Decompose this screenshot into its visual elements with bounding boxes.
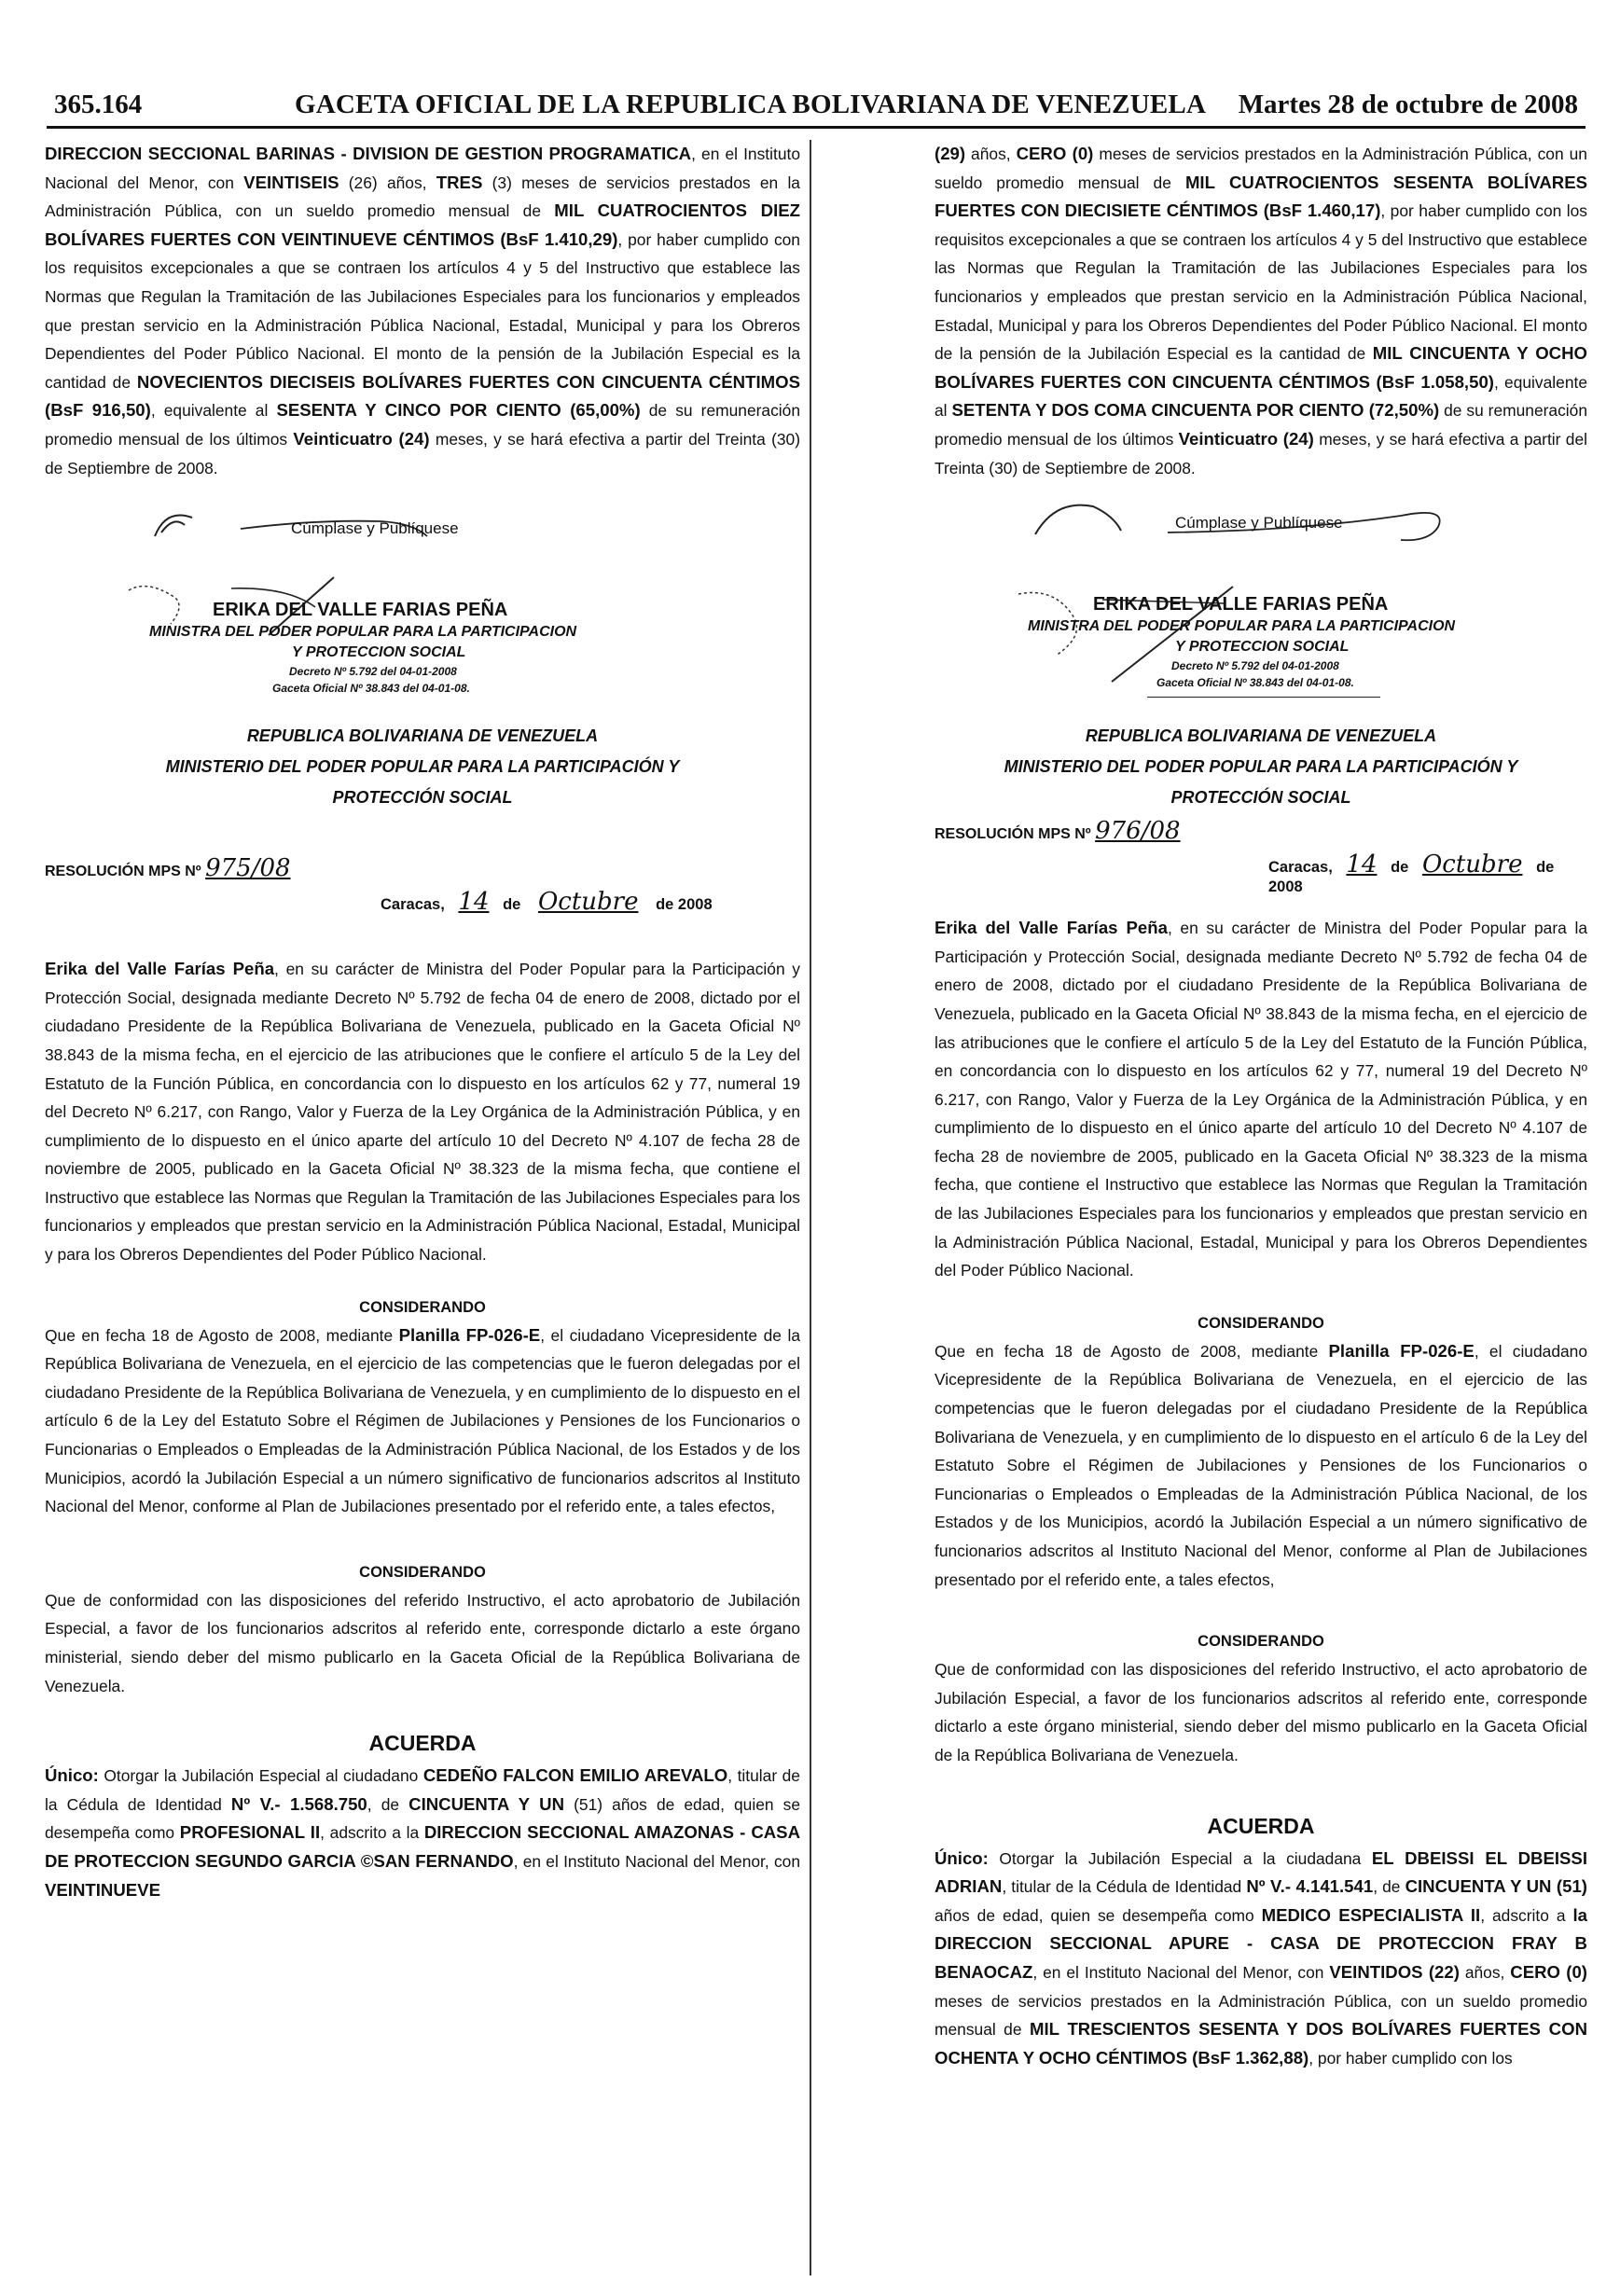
bold-text: CEDEÑO FALCON EMILIO AREVALO [422,1765,728,1786]
text: , en el Instituto Nacional del Menor, con [513,1851,800,1871]
bold-text: TRES [436,172,483,192]
day-handwritten: 14 [1346,851,1378,879]
right-column [935,140,1587,2072]
cumplase-block [45,482,800,566]
page-number: 365.164 [54,90,143,119]
minister-title-line-1: MINISTRA DEL PODER POPULAR PARA LA PARTICIPACION [1028,618,1456,635]
decree-reference: Decreto Nº 5.792 del 04-01-2008 [1171,659,1339,673]
considerando-heading-2: CONSIDERANDO [1198,1633,1324,1651]
republic-heading: REPUBLICA BOLIVARIANA DE VENEZUELA [1085,726,1437,746]
resolution-974-tail-paragraph [45,140,800,482]
text: Que en fecha 18 de Agosto de 2008, mediante [45,1325,399,1345]
text: , en el Instituto Nacional del Menor, con [1032,1962,1330,1982]
text: , equivalente al [150,401,277,421]
bold-text: Nº V.- 1.568.750 [230,1793,367,1814]
ministry-heading-line-2: PROTECCIÓN SOCIAL [1170,788,1351,808]
cumplase-block [935,482,1587,562]
text: Otorgar la Jubilación Especial al ciudadano [98,1766,423,1786]
bold-text: Nº V.- 4.141.541 [1246,1876,1374,1897]
gazette-title: GACETA OFICIAL DE LA REPUBLICA BOLIVARIANA DE VENEZUELA [295,90,1207,119]
ministry-heading-line-1: MINISTERIO DEL PODER POPULAR PARA LA PARTICIPACIÓN Y [165,757,680,777]
text: de su remuneración promedio mensual de los últimos [45,401,800,449]
text: , de [367,1794,409,1814]
resolution-number-handwritten: 976/08 [1095,817,1181,846]
considerando-heading-2: CONSIDERANDO [359,1563,486,1581]
cumplase-text: Cúmplase y Publíquese [1175,514,1343,533]
de-text: de [1391,859,1409,877]
bold-text: EL DBEISSI EL DBEISSI ADRIAN [935,1847,1587,1897]
bold-text: Único: [45,1765,99,1786]
ministry-heading-line-2: PROTECCIÓN SOCIAL [332,788,513,808]
bold-text: Veinticuatro (24) [1178,428,1314,449]
bold-text: DIRECCION SECCIONAL AMAZONAS - CASA DE PROTECCION SEGUNDO GARCIA ©SAN FERNANDO [45,1822,801,1871]
text: años, [965,145,1017,163]
bold-text: NOVECIENTOS DIECISEIS BOLÍVARES FUERTES CON CINCUENTA CÉNTIMOS (BsF 916,50) [45,371,800,421]
minister-title-line-2: Y PROTECCION SOCIAL [1175,639,1350,656]
text: de su remuneración promedio mensual de los últimos [935,401,1587,449]
text: meses de servicios prestados en la Administración Pública, con un sueldo promedio mensual de [935,145,1587,192]
bold-text: Veinticuatro (24) [293,428,430,449]
issue-date: Martes 28 de octubre de 2008 [1238,90,1578,119]
minister-name: ERIKA DEL VALLE FARIAS PEÑA [213,600,508,621]
ministry-heading-line-1: MINISTERIO DEL PODER POPULAR PARA LA PARTICIPACIÓN Y [1004,757,1518,777]
bold-text: DIRECCION SECCIONAL BARINAS - DIVISION DE GESTION PROGRAMATICA [45,144,692,163]
month-handwritten: Octubre [537,888,639,917]
bold-text: VEINTINUEVE [45,1879,160,1900]
considerando-paragraph-2: Que de conformidad con las disposiciones del referido Instructivo, el acto aprobatorio de Jubilación Especial, a favor de los funcionarios adscritos al referido ente, corresponde dictarlo a este órgano ministerial, siendo deber del mismo publicarlo en la Gaceta Oficial de la República Bolivariana de Venezuela. [45,1590,800,1695]
text: (51) años de edad, quien se desempeña como [45,1794,801,1843]
bold-text: Planilla FP-026-E [398,1324,541,1345]
text: meses, y se hará efectiva a partir del Treinta (30) de Septiembre de 2008. [45,429,800,477]
text: , por haber cumplido con los requisitos excepcionales a que se contraen los artículos 4 y 5 del Instructivo que establece las Normas que Regulan la Tramitación de las Jubilaciones Especiales para los funcionarios y empleados que prestan servicio en la Administración Pública Nacional, Estadal, Municipal y para los Obreros Dependientes del Poder Público Nacional. El monto de la pensión de la Jubilación Especial es la cantidad de [935,201,1587,364]
text: , de [1373,1877,1405,1897]
considerando-paragraph-1 [935,1337,1587,1594]
text: , equivalente al [935,372,1587,421]
day-handwritten: 14 [458,888,490,917]
republic-heading: REPUBLICA BOLIVARIANA DE VENEZUELA [246,726,599,746]
bold-text: PROFESIONAL II [179,1822,321,1843]
bold-text: MIL CUATROCIENTOS DIEZ BOLÍVARES FUERTES CON VEINTINUEVE CÉNTIMOS (BsF 1.410,29) [45,201,800,249]
bold-text: MIL TRESCIENTOS SESENTA Y DOS BOLÍVARES FUERTES CON OCHENTA Y OCHO CÉNTIMOS (BsF 1.362,88) [935,2019,1587,2068]
resolution-label: RESOLUCIÓN MPS Nº [45,864,201,880]
resolution-number-row [45,854,800,888]
month-handwritten: Octubre [1421,851,1523,879]
unico-paragraph [45,1762,800,1904]
minister-signature-block [935,581,1587,713]
bold-text: VEINTISEIS [243,172,339,192]
text: , titular de la Cédula de Identidad [45,1766,800,1814]
resolution-number-row [935,817,1587,851]
text: , titular de la Cédula de Identidad [1002,1877,1247,1897]
resolution-number-handwritten: 975/08 [205,854,291,883]
text: (26) años, [339,173,436,192]
text: , adscrito a [1480,1905,1573,1925]
text: , en su carácter de Ministra del Poder Popular para la Participación y Protección Social, designada mediante Decreto Nº 5.792 de fecha 04 de enero de 2008, dictado por el ciudadano Presidente de la República Bolivariana de Venezuela, publicado en la Gaceta Oficial Nº 38.843 de la misma fecha, en el ejercicio de las atribuciones que le confiere el artículo 5 de la Ley del Estatuto de la Función Pública, en concordancia con lo dispuesto en los artículos 62 y 77, numeral 19 del Decreto Nº 6.217, con Rango, Valor y Fuerza de la Ley Orgánica de la Administración Pública, y en cumplimiento de lo dispuesto en el único aparte del artículo 10 del Decreto Nº 4.107 de fecha 28 de noviembre de 2005, publicado en la Gaceta Oficial Nº 38.323 de la misma fecha, que contiene el Instructivo que establece las Normas que Regulan la Tramitación de las Jubilaciones Especiales para los funcionarios y empleados que prestan servicio en la Administración Pública Nacional, Estadal, Municipal y para los Obreros Dependientes del Poder Público Nacional. [935,919,1587,1280]
considerando-heading-1: CONSIDERANDO [359,1298,486,1316]
bold-text: MIL CUATROCIENTOS SESENTA BOLÍVARES FUERTES CON DIECISIETE CÉNTIMOS (BsF 1.460,17) [935,172,1588,221]
resolution-975-tail-paragraph [935,140,1587,482]
cumplase-text: Cúmplase y Publíquese [291,519,459,538]
minister-name: ERIKA DEL VALLE FARIAS PEÑA [1093,594,1389,615]
resolution-label: RESOLUCIÓN MPS Nº [935,826,1091,843]
considerando-paragraph-1 [45,1321,800,1521]
text: , en su carácter de Ministra del Poder Popular para la Participación y Protección Social, designada mediante Decreto Nº 5.792 de fecha 04 de enero de 2008, dictado por el ciudadano Presidente de la República Bolivariana de Venezuela, publicado en la Gaceta Oficial Nº 38.843 de la misma fecha, en el ejercicio de las atribuciones que le confiere el artículo 5 de la Ley del Estatuto de la Función Pública, en concordancia con lo dispuesto en los artículos 62 y 77, numeral 19 del Decreto Nº 6.217, con Rango, Valor y Fuerza de la Ley Orgánica de la Administración Pública, y en cumplimiento de lo dispuesto en el único aparte del artículo 10 del Decreto Nº 4.107 de fecha 28 de noviembre de 2005, publicado en la Gaceta Oficial Nº 38.323 de la misma fecha, que contiene el Instructivo que establece las Normas que Regulan la Tramitación de las Jubilaciones Especiales para los funcionarios y empleados que prestan servicio en la Administración Pública Nacional, Estadal, Municipal y para los Obreros Dependientes del Poder Público Nacional. [45,960,800,1265]
year: de 2008 [656,896,713,914]
bold-text: CINCUENTA Y UN (51) [1405,1876,1587,1897]
de-text: de [503,896,521,914]
text: meses de servicios prestados en la Administración Pública, con un sueldo promedio mensual de [935,1991,1587,2040]
considerando-paragraph-2: Que de conformidad con las disposiciones del referido Instructivo, el acto aprobatorio de Jubilación Especial, a favor de los funcionarios adscritos al referido ente, corresponde dictarlo a este órgano ministerial, siendo deber del mismo publicarlo en la Gaceta Oficial de la República Bolivariana de Venezuela. [935,1660,1587,1764]
text: años, [1459,1962,1511,1982]
text: , el ciudadano Vicepresidente de la República Bolivariana de Venezuela, en el ejercicio de las competencias que le fueron delegadas por el ciudadano Presidente de la República Bolivariana de Venezuela, y en cumplimiento de lo dispuesto en el artículo 6 de la Ley del Estatuto Sobre el Régimen de Jubilaciones y Pensiones de los Funcionarios o Funcionarias o Empleados o Empleadas de la Administración Pública Nacional, de los Estados y de los Municipios, acordó la Jubilación Especial a un número significativo de funcionarios adscritos al Instituto Nacional del Menor, conforme al Plan de Jubilaciones presentado por el referido ente, a tales efectos, [45,1325,800,1516]
considerando-heading-1: CONSIDERANDO [1198,1314,1324,1332]
text: , adscrito a la [320,1823,424,1843]
column-divider [810,140,811,2275]
unico-paragraph [935,1845,1587,2073]
text: Otorgar la Jubilación Especial a la ciudadana [988,1848,1372,1868]
left-column [45,140,800,1904]
bold-text: VEINTIDOS (22) [1329,1961,1460,1982]
text: , por haber cumplido con los [1308,2048,1513,2068]
bold-text: Planilla FP-026-E [1328,1340,1475,1361]
decree-reference: Decreto Nº 5.792 del 04-01-2008 [289,665,457,679]
bold-text: MIL CINCUENTA Y OCHO BOLÍVARES FUERTES CON CINCUENTA CÉNTIMOS (BsF 1.058,50) [935,343,1587,392]
gaceta-reference: Gaceta Oficial Nº 38.843 del 04-01-08. [272,682,470,696]
bold-text: CERO (0) [1510,1961,1587,1982]
bold-text: la DIRECCION SECCIONAL APURE - CASA DE PROTECCION FRAY B BENAOCAZ [935,1904,1587,1982]
acuerda-heading: ACUERDA [1207,1813,1315,1838]
bold-text: CINCUENTA Y UN [408,1793,565,1814]
gaceta-reference: Gaceta Oficial Nº 38.843 del 04-01-08. [1156,676,1354,690]
text: (3) meses de servicios prestados en la Administración Pública, con un sueldo promedio mensual de [45,173,800,221]
text: , el ciudadano Vicepresidente de la República Bolivariana de Venezuela, en el ejercicio de las competencias que le fueron delegadas por el ciudadano Presidente de la República Bolivariana de Venezuela, y en cumplimiento de lo dispuesto en el artículo 6 de la Ley del Estatuto Sobre el Régimen de Jubilaciones y Pensiones de los Funcionarios o Funcionarias o Empleados o Empleadas de la Administración Pública Nacional, de los Estados y de los Municipios, acordó la Jubilación Especial a un número significativo de funcionarios adscritos al Instituto Nacional del Menor, conforme al Plan de Jubilaciones presentado por el referido ente, a tales efectos, [935,1341,1588,1589]
bold-text: (29) [935,144,966,163]
signature-underline [1147,697,1380,698]
place-date-row [45,888,800,925]
acuerda-heading: ACUERDA [368,1731,477,1756]
bold-text: Único: [935,1847,989,1868]
minister-title-line-2: Y PROTECCION SOCIAL [292,644,466,661]
year: de 2008 [1268,859,1555,896]
text: , en el Instituto Nacional del Menor, con [45,145,801,192]
preamble-paragraph [935,914,1587,1285]
preamble-paragraph [45,955,800,1269]
text: meses, y se hará efectiva a partir del Treinta (30) de Septiembre de 2008. [935,429,1588,477]
text: años de edad, quien se desempeña como [935,1905,1262,1925]
bold-text: CERO (0) [1016,144,1094,163]
bold-text: MEDICO ESPECIALISTA II [1261,1904,1481,1925]
city: Caracas, [1268,859,1333,877]
minister-signature-block [45,566,800,698]
minister-title-line-1: MINISTRA DEL PODER POPULAR PARA LA PARTICIPACION [149,624,577,641]
city: Caracas, [381,896,445,914]
text: , por haber cumplido con los requisitos excepcionales a que se contraen los artículos 4 y 5 del Instructivo que establece las Normas que Regulan la Tramitación de las Jubilaciones Especiales para los funcionarios y empleados que prestan servicio en la Administración Pública Nacional, Estadal, Municipal y para los Obreros Dependientes del Poder Público Nacional. El monto de la pensión de la Jubilación Especial es la cantidad de [45,229,800,392]
bold-text: Erika del Valle Farías Peña [45,959,275,979]
text: Que en fecha 18 de Agosto de 2008, mediante [935,1341,1329,1361]
bold-text: SETENTA Y DOS COMA CINCUENTA POR CIENTO (72,50%) [951,400,1440,421]
bold-text: Erika del Valle Farías Peña [935,918,1168,938]
place-date-row [935,851,1587,896]
gazette-header [47,86,1585,129]
bold-text: SESENTA Y CINCO POR CIENTO (65,00%) [276,400,641,421]
